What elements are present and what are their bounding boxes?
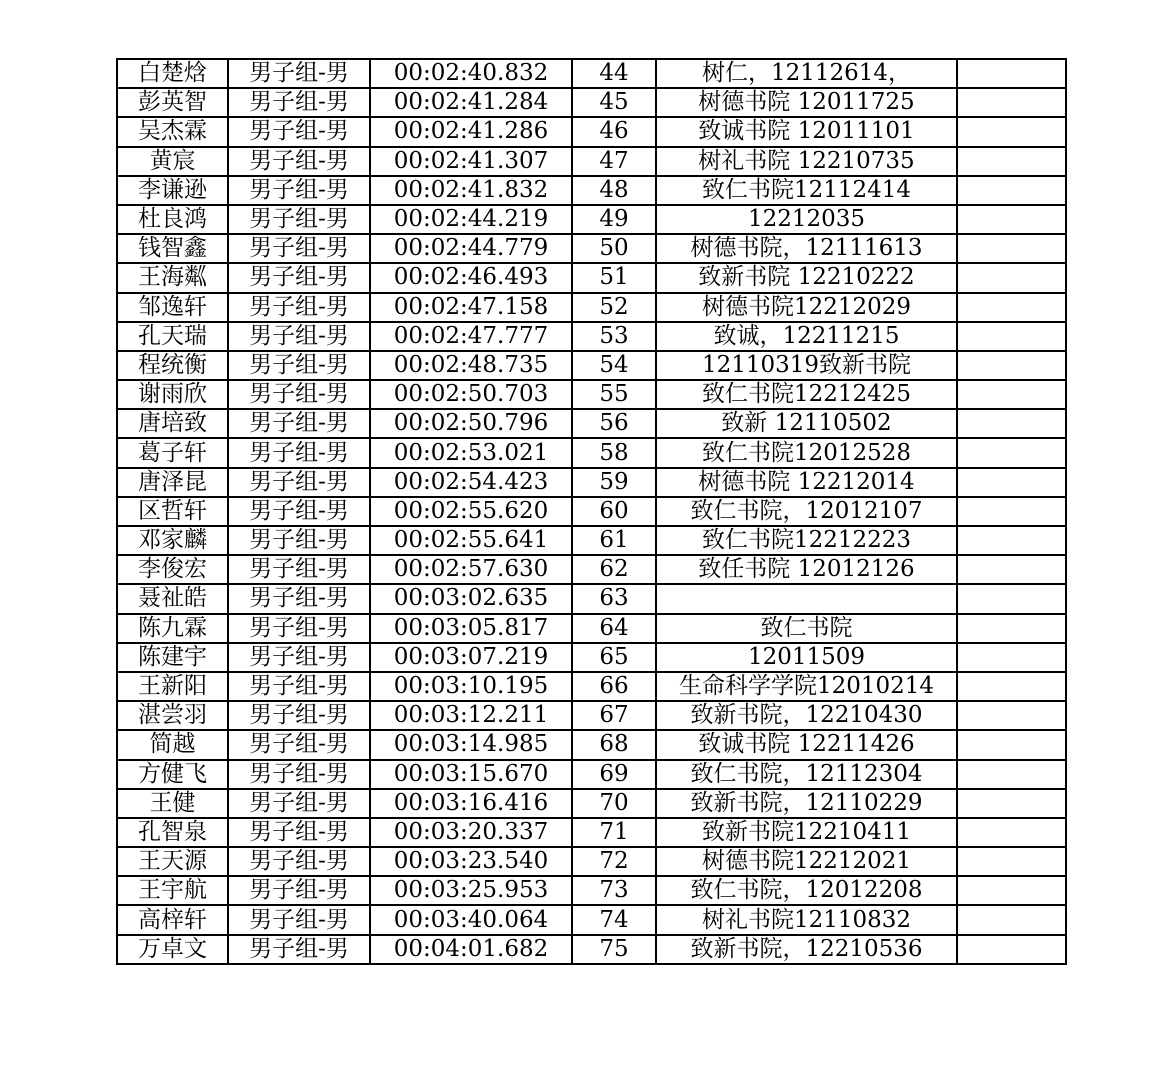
cell-name: 唐泽昆 (117, 468, 228, 497)
cell-extra (957, 672, 1066, 701)
cell-name: 程统衡 (117, 351, 228, 380)
cell-name: 黄宸 (117, 147, 228, 176)
cell-time: 00:02:41.307 (370, 147, 572, 176)
cell-time: 00:03:10.195 (370, 672, 572, 701)
cell-group: 男子组-男 (228, 468, 370, 497)
cell-rank: 53 (572, 322, 656, 351)
cell-name: 陈九霖 (117, 614, 228, 643)
results-sheet (116, 58, 1067, 965)
cell-time: 00:02:44.219 (370, 205, 572, 234)
table-row (117, 147, 1066, 176)
cell-rank: 72 (572, 847, 656, 876)
cell-group: 男子组-男 (228, 584, 370, 613)
cell-college-id: 树德书院12212021 (656, 847, 957, 876)
cell-rank: 47 (572, 147, 656, 176)
table-row (117, 818, 1066, 847)
cell-group: 男子组-男 (228, 409, 370, 438)
cell-rank: 49 (572, 205, 656, 234)
cell-extra (957, 409, 1066, 438)
cell-group: 男子组-男 (228, 497, 370, 526)
cell-rank: 73 (572, 876, 656, 905)
cell-rank: 52 (572, 293, 656, 322)
cell-time: 00:03:16.416 (370, 789, 572, 818)
cell-name: 吴杰霖 (117, 117, 228, 146)
cell-college-id: 致新书院12210411 (656, 818, 957, 847)
cell-extra (957, 468, 1066, 497)
cell-name: 邓家麟 (117, 526, 228, 555)
cell-rank: 62 (572, 555, 656, 584)
cell-rank: 67 (572, 701, 656, 730)
cell-time: 00:03:15.670 (370, 760, 572, 789)
table-row (117, 176, 1066, 205)
cell-rank: 65 (572, 643, 656, 672)
cell-group: 男子组-男 (228, 526, 370, 555)
cell-extra (957, 701, 1066, 730)
cell-time: 00:02:57.630 (370, 555, 572, 584)
cell-college-id: 致仁书院12212223 (656, 526, 957, 555)
table-row (117, 847, 1066, 876)
cell-time: 00:03:25.953 (370, 876, 572, 905)
cell-college-id: 致仁书院 (656, 614, 957, 643)
cell-extra (957, 322, 1066, 351)
table-row (117, 117, 1066, 146)
table-row (117, 789, 1066, 818)
cell-time: 00:03:02.635 (370, 584, 572, 613)
cell-name: 葛子轩 (117, 438, 228, 467)
table-row (117, 322, 1066, 351)
cell-name: 聂祉皓 (117, 584, 228, 613)
table-row (117, 876, 1066, 905)
cell-group: 男子组-男 (228, 88, 370, 117)
cell-extra (957, 293, 1066, 322)
cell-group: 男子组-男 (228, 876, 370, 905)
cell-time: 00:03:05.817 (370, 614, 572, 643)
table-row (117, 935, 1066, 964)
cell-group: 男子组-男 (228, 643, 370, 672)
table-row (117, 672, 1066, 701)
cell-extra (957, 497, 1066, 526)
cell-name: 王健 (117, 789, 228, 818)
cell-time: 00:04:01.682 (370, 935, 572, 964)
cell-time: 00:02:50.796 (370, 409, 572, 438)
cell-group: 男子组-男 (228, 205, 370, 234)
cell-extra (957, 935, 1066, 964)
cell-college-id: 树礼书院12110832 (656, 905, 957, 934)
cell-college-id: 致诚书院 12011101 (656, 117, 957, 146)
cell-college-id: 致新书院，12210430 (656, 701, 957, 730)
cell-group: 男子组-男 (228, 380, 370, 409)
cell-college-id: 12212035 (656, 205, 957, 234)
cell-rank: 66 (572, 672, 656, 701)
cell-college-id: 致仁书院，12012107 (656, 497, 957, 526)
cell-time: 00:02:41.832 (370, 176, 572, 205)
cell-extra (957, 205, 1066, 234)
cell-rank: 56 (572, 409, 656, 438)
cell-group: 男子组-男 (228, 438, 370, 467)
cell-rank: 45 (572, 88, 656, 117)
cell-extra (957, 555, 1066, 584)
table-row (117, 380, 1066, 409)
cell-name: 王新阳 (117, 672, 228, 701)
cell-name: 邹逸轩 (117, 293, 228, 322)
cell-rank: 64 (572, 614, 656, 643)
cell-name: 王海粼 (117, 263, 228, 292)
results-table-body (117, 59, 1066, 964)
cell-extra (957, 438, 1066, 467)
cell-extra (957, 88, 1066, 117)
cell-name: 杜良鸿 (117, 205, 228, 234)
cell-extra (957, 526, 1066, 555)
table-row (117, 88, 1066, 117)
cell-college-id: 树礼书院 12210735 (656, 147, 957, 176)
cell-time: 00:03:14.985 (370, 730, 572, 759)
cell-college-id: 树德书院 12212014 (656, 468, 957, 497)
cell-extra (957, 380, 1066, 409)
cell-group: 男子组-男 (228, 847, 370, 876)
cell-extra (957, 614, 1066, 643)
cell-group: 男子组-男 (228, 730, 370, 759)
cell-time: 00:02:50.703 (370, 380, 572, 409)
results-table (116, 58, 1067, 965)
cell-name: 李谦逊 (117, 176, 228, 205)
cell-group: 男子组-男 (228, 672, 370, 701)
cell-group: 男子组-男 (228, 293, 370, 322)
cell-time: 00:02:47.777 (370, 322, 572, 351)
cell-rank: 69 (572, 760, 656, 789)
table-row (117, 438, 1066, 467)
cell-time: 00:02:54.423 (370, 468, 572, 497)
table-row (117, 351, 1066, 380)
cell-name: 李俊宏 (117, 555, 228, 584)
cell-extra (957, 263, 1066, 292)
cell-group: 男子组-男 (228, 263, 370, 292)
cell-extra (957, 59, 1066, 88)
cell-group: 男子组-男 (228, 59, 370, 88)
cell-extra (957, 351, 1066, 380)
cell-name: 王天源 (117, 847, 228, 876)
cell-extra (957, 730, 1066, 759)
cell-extra (957, 847, 1066, 876)
cell-group: 男子组-男 (228, 614, 370, 643)
cell-rank: 50 (572, 234, 656, 263)
cell-time: 00:02:55.620 (370, 497, 572, 526)
cell-name: 高梓轩 (117, 905, 228, 934)
cell-group: 男子组-男 (228, 322, 370, 351)
cell-college-id: 致任书院 12012126 (656, 555, 957, 584)
table-row (117, 701, 1066, 730)
cell-time: 00:02:48.735 (370, 351, 572, 380)
table-row (117, 293, 1066, 322)
cell-rank: 48 (572, 176, 656, 205)
cell-time: 00:03:07.219 (370, 643, 572, 672)
cell-college-id: 树仁，12112614， (656, 59, 957, 88)
cell-group: 男子组-男 (228, 176, 370, 205)
table-row (117, 760, 1066, 789)
cell-time: 00:03:12.211 (370, 701, 572, 730)
cell-rank: 59 (572, 468, 656, 497)
table-row (117, 905, 1066, 934)
cell-extra (957, 905, 1066, 934)
cell-time: 00:02:44.779 (370, 234, 572, 263)
cell-name: 孔智泉 (117, 818, 228, 847)
cell-college-id: 致仁书院，12112304 (656, 760, 957, 789)
cell-name: 唐培致 (117, 409, 228, 438)
cell-name: 湛尝羽 (117, 701, 228, 730)
table-row (117, 584, 1066, 613)
cell-rank: 74 (572, 905, 656, 934)
cell-rank: 58 (572, 438, 656, 467)
cell-name: 谢雨欣 (117, 380, 228, 409)
cell-group: 男子组-男 (228, 789, 370, 818)
cell-extra (957, 176, 1066, 205)
cell-name: 万卓文 (117, 935, 228, 964)
table-row (117, 409, 1066, 438)
cell-extra (957, 789, 1066, 818)
cell-time: 00:03:23.540 (370, 847, 572, 876)
cell-time: 00:02:47.158 (370, 293, 572, 322)
cell-college-id: 12110319致新书院 (656, 351, 957, 380)
table-row (117, 730, 1066, 759)
cell-rank: 46 (572, 117, 656, 146)
cell-college-id: 生命科学学院12010214 (656, 672, 957, 701)
cell-group: 男子组-男 (228, 905, 370, 934)
cell-name: 彭英智 (117, 88, 228, 117)
cell-extra (957, 760, 1066, 789)
cell-name: 王宇航 (117, 876, 228, 905)
cell-college-id: 树德书院，12111613 (656, 234, 957, 263)
cell-college-id: 致仁书院，12012208 (656, 876, 957, 905)
cell-college-id: 致诚书院 12211426 (656, 730, 957, 759)
cell-name: 陈建宇 (117, 643, 228, 672)
cell-college-id: 12011509 (656, 643, 957, 672)
cell-extra (957, 147, 1066, 176)
cell-college-id: 致新书院，12210536 (656, 935, 957, 964)
table-row (117, 234, 1066, 263)
cell-name: 钱智鑫 (117, 234, 228, 263)
cell-name: 方健飞 (117, 760, 228, 789)
cell-time: 00:02:55.641 (370, 526, 572, 555)
cell-group: 男子组-男 (228, 760, 370, 789)
cell-group: 男子组-男 (228, 818, 370, 847)
cell-time: 00:02:41.284 (370, 88, 572, 117)
cell-rank: 68 (572, 730, 656, 759)
cell-group: 男子组-男 (228, 351, 370, 380)
cell-time: 00:03:40.064 (370, 905, 572, 934)
cell-group: 男子组-男 (228, 147, 370, 176)
cell-name: 孔天瑞 (117, 322, 228, 351)
cell-group: 男子组-男 (228, 117, 370, 146)
cell-name: 区哲轩 (117, 497, 228, 526)
cell-rank: 71 (572, 818, 656, 847)
cell-extra (957, 876, 1066, 905)
cell-extra (957, 643, 1066, 672)
cell-extra (957, 818, 1066, 847)
cell-rank: 75 (572, 935, 656, 964)
cell-time: 00:03:20.337 (370, 818, 572, 847)
cell-college-id: 致新书院，12110229 (656, 789, 957, 818)
table-row (117, 468, 1066, 497)
table-row (117, 497, 1066, 526)
cell-rank: 60 (572, 497, 656, 526)
cell-college-id: 致仁书院12112414 (656, 176, 957, 205)
cell-college-id (656, 584, 957, 613)
cell-time: 00:02:41.286 (370, 117, 572, 146)
cell-college-id: 致诚，12211215 (656, 322, 957, 351)
cell-rank: 55 (572, 380, 656, 409)
table-row (117, 263, 1066, 292)
table-row (117, 205, 1066, 234)
cell-group: 男子组-男 (228, 935, 370, 964)
cell-group: 男子组-男 (228, 234, 370, 263)
cell-time: 00:02:53.021 (370, 438, 572, 467)
cell-rank: 63 (572, 584, 656, 613)
cell-group: 男子组-男 (228, 555, 370, 584)
cell-time: 00:02:46.493 (370, 263, 572, 292)
table-row (117, 614, 1066, 643)
cell-time: 00:02:40.832 (370, 59, 572, 88)
cell-extra (957, 584, 1066, 613)
table-row (117, 643, 1066, 672)
cell-rank: 61 (572, 526, 656, 555)
cell-rank: 70 (572, 789, 656, 818)
cell-college-id: 树德书院12212029 (656, 293, 957, 322)
cell-extra (957, 117, 1066, 146)
cell-college-id: 致新书院 12210222 (656, 263, 957, 292)
cell-rank: 51 (572, 263, 656, 292)
cell-group: 男子组-男 (228, 701, 370, 730)
cell-extra (957, 234, 1066, 263)
cell-rank: 44 (572, 59, 656, 88)
table-row (117, 59, 1066, 88)
cell-name: 白楚焓 (117, 59, 228, 88)
cell-college-id: 树德书院 12011725 (656, 88, 957, 117)
cell-college-id: 致新 12110502 (656, 409, 957, 438)
cell-college-id: 致仁书院12212425 (656, 380, 957, 409)
table-row (117, 555, 1066, 584)
cell-rank: 54 (572, 351, 656, 380)
cell-college-id: 致仁书院12012528 (656, 438, 957, 467)
table-row (117, 526, 1066, 555)
cell-name: 简越 (117, 730, 228, 759)
